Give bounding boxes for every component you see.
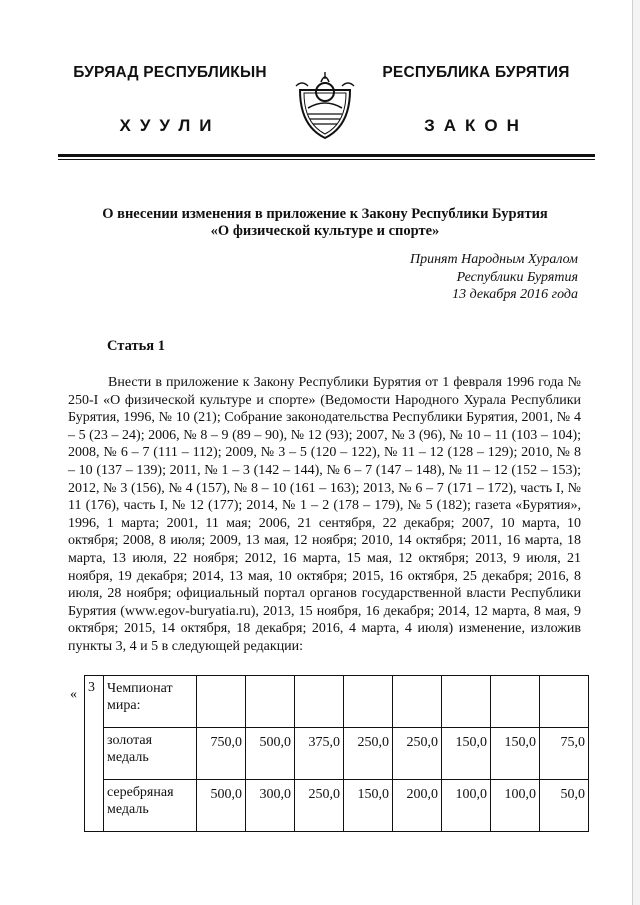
item-number: 3: [85, 676, 104, 832]
value-cell: [491, 676, 540, 728]
adoption-note: [330, 251, 578, 304]
value-cell: [197, 676, 246, 728]
row-label: серебряная медаль: [104, 780, 197, 832]
adoption-line2: Республики Бурятия: [456, 269, 578, 285]
value-cell: 750,0: [197, 728, 246, 780]
law-title-line1: О внесении изменения в приложение к Закону Республики Бурятия: [102, 206, 548, 222]
value-cell: 50,0: [540, 780, 589, 832]
coat-of-arms-icon: [294, 68, 356, 142]
value-cell: [344, 676, 393, 728]
value-cell: 75,0: [540, 728, 589, 780]
value-cell: 100,0: [442, 780, 491, 832]
table-row: [85, 728, 589, 780]
value-cell: [295, 676, 344, 728]
value-cell: 300,0: [246, 780, 295, 832]
row-label: золотая медаль: [104, 728, 197, 780]
value-cell: [442, 676, 491, 728]
value-cell: 150,0: [442, 728, 491, 780]
value-cell: 250,0: [393, 728, 442, 780]
value-cell: [540, 676, 589, 728]
value-cell: 250,0: [295, 780, 344, 832]
value-cell: 500,0: [197, 780, 246, 832]
page-edge: [632, 0, 640, 905]
header-divider-thin: [58, 159, 595, 160]
open-quote: «: [70, 687, 77, 702]
header-left-title: БУРЯАД РЕСПУБЛИКЫН: [73, 64, 267, 81]
table-row: [85, 780, 589, 832]
adoption-line1: Принят Народным Хуралом: [409, 252, 578, 267]
header-right-title: РЕСПУБЛИКА БУРЯТИЯ: [382, 64, 570, 81]
awards-table: [84, 675, 589, 832]
value-cell: 500,0: [246, 728, 295, 780]
value-cell: [246, 676, 295, 728]
value-cell: 100,0: [491, 780, 540, 832]
article-heading: Статья 1: [107, 338, 165, 354]
table-row: [85, 676, 589, 728]
value-cell: 250,0: [344, 728, 393, 780]
value-cell: 150,0: [344, 780, 393, 832]
value-cell: 150,0: [491, 728, 540, 780]
law-title-line2: «О физической культуре и спорте»: [210, 223, 440, 239]
adoption-date: 13 декабря 2016 года: [452, 287, 578, 302]
header-left-subtitle: ХУУЛИ: [119, 116, 221, 135]
article-body: Внести в приложение к Закону Республики Бурятия от 1 февраля 1996 года № 250-I «О физической культуре и спорте» (Ведомости Народного Хурала Республики Бурятия, 1996, № 10 (21); Собрание законодательства Республики Бурятия, 2001, № 4 – 5 (23 – 24); 2006, № 8 – 9 (89 – 90), № 12 (93); 2007, № 3 (96), № 10 – 11 (103 – 104); 2008, № 6 – 7 (111 – 112); 2009, № 3 – 5 (120 – 122), № 11 – 12 (128 – 129); 2010, № 8 – 10 (137 – 139); 2011, № 1 – 3 (142 – 144), № 6 – 7 (147 – 148), № 11 – 12 (152 – 153); 2012, № 3 (156), № 4 (157), № 8 – 10 (161 – 163); 2013, № 6 – 7 (171 – 172), часть I, № 11 (176), часть I, № 12 (177); 2014, № 1 – 2 (178 – 179), № 5 (182); газета «Бурятия», 1996, 1 марта; 2001, 11 мая; 2006, 21 сентября, 22 декабря; 2007, 10 марта, 10 октября; 2008, 8 июля; 2009, 13 мая, 12 ноября; 2010, 14 октября; 2011, 16 марта, 18 марта, 13 июля, 22 ноября; 2012, 16 марта, 15 мая, 12 октября; 2013, 9 июля, 21 ноября, 19 декабря; 2014, 13 мая, 10 октября; 2015, 16 октября, 25 декабря; 2016, 8 июля, 28 ноября; официальный портал органов государственной власти Республики Бурятия (www.egov-buryatia.ru), 2013, 15 ноября, 16 декабря; 2014, 12 марта, 8 мая, 9 октября; 2015, 14 октября, 18 декабря; 2016, 4 марта, 4 июля) изменение, изложив пункты 3, 4 и 5 в следующей редакции:: [68, 375, 581, 654]
law-title: [60, 206, 590, 240]
header-divider: [58, 154, 595, 157]
value-cell: 375,0: [295, 728, 344, 780]
value-cell: [393, 676, 442, 728]
row-label: Чемпионат мира:: [104, 676, 197, 728]
header-right-subtitle: ЗАКОН: [424, 116, 528, 135]
value-cell: 200,0: [393, 780, 442, 832]
